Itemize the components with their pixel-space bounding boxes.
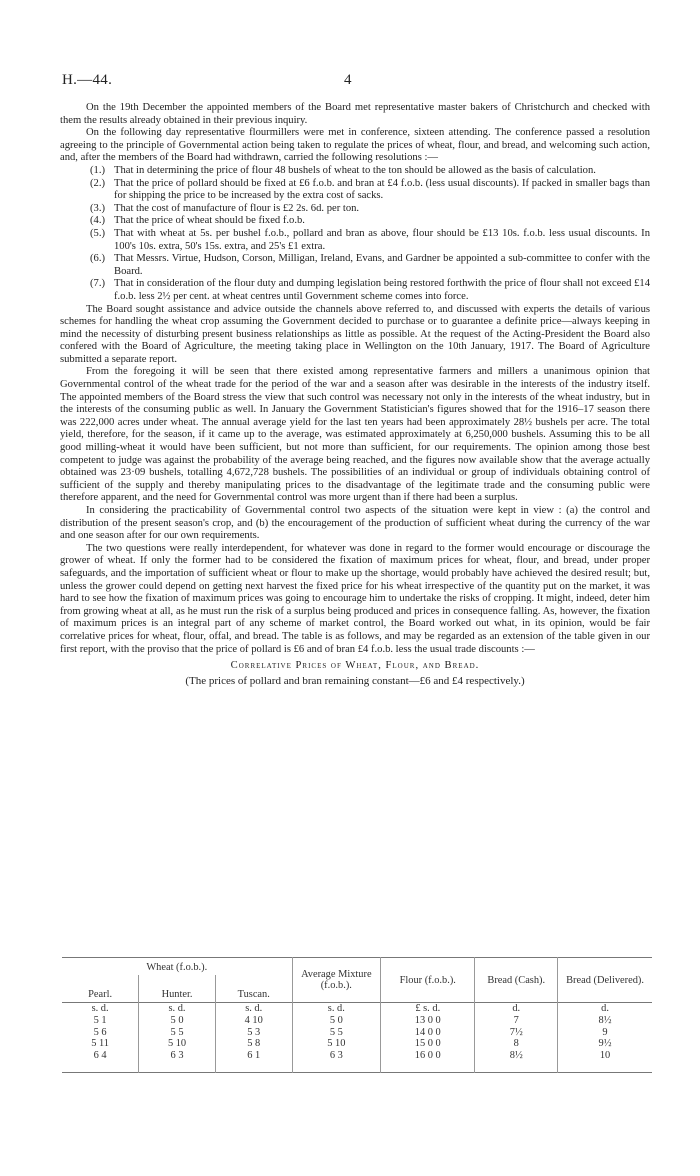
- resolution-number: (5.): [90, 227, 106, 239]
- resolution-number: (1.): [90, 164, 106, 176]
- paragraph: The two questions were really interdependent, for whatever was done in regard to the former would encourage or discourage the grower of wheat. If only the former had to be considered the fixation of maximum prices for wheat, flour, and bread, under proper safeguards, and the importation of sufficient wheat or flour to make up the shortage, would probably have achieved the desired result; but, unless the grower could depend on getting next harvest the fixed price for his wheat irrespective of the quantity put on the market, it was hard to see how the fixation of maximum prices was going to encourage him to undertake the risks of cropping. It might, indeed, deter him from growing wheat at all, as he must run the risk of a surplus being produced and prices in consequence falling. As, however, the fixation of maximum prices is an integral part of any scheme of market control, the Board worked out what, in its opinion, would be fair correlative prices for wheat, flour, offal, and bread. The table is as follows, and may be regarded as an extension of the table given in our first report, with the proviso that the price of pollard is £6 and of bran £4 f.o.b. less the usual trade discounts :—: [60, 542, 650, 655]
- pearl-cell: 5 6: [62, 1027, 139, 1039]
- resolution-text: That the cost of manufacture of flour is £2 2s. 6d. per ton.: [114, 202, 360, 214]
- flour-cell: 13 0 0: [381, 1015, 475, 1027]
- unit-cell: d.: [601, 1003, 609, 1014]
- tuscan-header: Tuscan.: [215, 975, 292, 1003]
- flour-cell: 14 0 0: [381, 1027, 475, 1039]
- resolution-item: [60, 253, 650, 278]
- table-title: Correlative Prices of Wheat, Flour, and Bread.: [230, 660, 480, 672]
- paragraph: On the following day representative flourmillers were met in conference, sixteen attending. The conference passed a resolution agreeing to the principle of Governmental action being taken to regulate the prices of wheat, flour, and bread, and welcoming such action, and, after the members of the Board had withdrawn, carried the following resolutions :—: [60, 127, 650, 164]
- unit-cell: £ s. d.: [381, 1003, 475, 1015]
- table-subtitle: (The prices of pollard and bran remaining constant—£6 and £4 respectively.): [185, 674, 525, 687]
- page-number: 4: [344, 72, 352, 88]
- unit-cell: d.: [475, 1003, 558, 1015]
- resolution-item: [60, 215, 650, 228]
- bread-delivered-cell: 9: [602, 1026, 608, 1038]
- table-row: [62, 1027, 652, 1039]
- resolutions-list: [60, 165, 650, 304]
- hunter-cell: 5 0: [139, 1015, 216, 1027]
- flour-cell: 16 0 0: [381, 1050, 475, 1072]
- average-cell: 6 3: [292, 1050, 381, 1072]
- hunter-cell: 5 10: [139, 1038, 216, 1050]
- resolution-text: That the price of wheat should be fixed f.o.b.: [114, 215, 305, 227]
- tuscan-cell: 5 3: [215, 1027, 292, 1039]
- price-table: [62, 957, 652, 1073]
- report-reference: H.—44.: [62, 72, 113, 88]
- bread-cash-cell: 7: [475, 1015, 558, 1027]
- unit-cell: s. d.: [139, 1003, 216, 1015]
- paragraph: From the foregoing it will be seen that there existed among representative farmers and millers a unanimous opinion that Governmental control of the wheat trade for the period of the war and a season after was desirable in the interests of the industry itself. The appointed members of the Board stress the view that such control was necessary not only in the interests of the wheat industry, but in the interests of the consuming public as well. In January the Government Statistician's figures showed that for the 1916–17 season there was 222,000 acres under wheat. The annual average yield for the last ten years had been approximately 28½ bushels per acre. The total yield, therefore, for the season, if it came up to the average, was estimated approximately at 6,250,000 bushels. Assuming this to be all good milling-wheat it would have been sufficient, but not more than sufficient, for our requirements. The opinion among those best competent to judge was against the probability of the average being reached, and the figures now available show that the average actually obtained was 23·09 bushels, totalling 4,672,728 bushels. The possibilities of an individual or group of individuals obtaining control of sufficient of the supply and thereby manipulating prices to the disadvantage of the legitimate trade and the consuming public were therefore apparent, and the need for Governmental control was more urgent than if there had been a surplus.: [60, 366, 650, 504]
- paragraph: In considering the practicability of Governmental control two aspects of the situation were kept in view : (a) the control and distribution of the present season's crop, and (b) the encouragement of the production of sufficient wheat during the currency of the war and one season after for our own requirements.: [60, 505, 650, 542]
- document-body: [60, 102, 650, 687]
- bread-delivered-header: Bread (Delivered).: [566, 974, 644, 986]
- pearl-cell: 5 1: [62, 1015, 139, 1027]
- resolution-item: [60, 228, 650, 253]
- resolution-number: (3.): [90, 202, 106, 214]
- hunter-cell: 5 5: [139, 1027, 216, 1039]
- hunter-header: Hunter.: [139, 975, 216, 1003]
- resolution-text: That with wheat at 5s. per bushel f.o.b., pollard and bran as above, flour should be £13 10s. f.o.b. less usual discounts. In 100's 10s. extra, 50's 15s. extra, and 25's £1 extra.: [114, 227, 650, 252]
- bread-delivered-cell: 8½: [598, 1014, 612, 1026]
- average-mixture-header: Average Mixture (f.o.b.).: [292, 958, 381, 1003]
- bread-cash-cell: 7½: [475, 1027, 558, 1039]
- units-row: [62, 1003, 652, 1015]
- bread-cash-header: Bread (Cash).: [475, 958, 558, 1003]
- tuscan-cell: 5 8: [215, 1038, 292, 1050]
- pearl-header: Pearl.: [62, 975, 139, 1003]
- pearl-cell: 6 4: [62, 1050, 139, 1072]
- resolution-number: (6.): [90, 253, 106, 265]
- bread-delivered-cell: 9½: [598, 1038, 612, 1050]
- tuscan-cell: 4 10: [215, 1015, 292, 1027]
- resolution-text: That in determining the price of flour 48 bushels of wheat to the ton should be allowed as the basis of calculation.: [114, 164, 596, 176]
- unit-cell: s. d.: [215, 1003, 292, 1015]
- resolution-item: [60, 203, 650, 216]
- unit-cell: s. d.: [62, 1003, 139, 1015]
- paragraph: The Board sought assistance and advice outside the channels above referred to, and discussed with experts the details of various schemes for handling the wheat crop assuming the Government decided to purchase or to guarantee a definite price—always keeping in mind the necessity of disturbing present business relationships as little as possible. At the request of the Acting-President the Board also confered with the Board of Agriculture, the meeting taking place in Wellington on the 10th January, 1917. The Board of Agriculture submitted a separate report.: [60, 303, 650, 365]
- wheat-group-header: Wheat (f.o.b.).: [62, 958, 292, 976]
- resolution-number: (2.): [90, 177, 106, 189]
- resolution-item: [60, 178, 650, 203]
- unit-cell: s. d.: [292, 1003, 381, 1015]
- resolution-text: That the price of pollard should be fixed at £6 f.o.b. and bran at £4 f.o.b. (less usual discounts). If packed in smaller bags than for shipping the price to be increased by the extra cost of sacks.: [114, 177, 650, 202]
- bread-delivered-cell: 10: [599, 1050, 611, 1062]
- flour-cell: 15 0 0: [381, 1038, 475, 1050]
- bread-cash-cell: 8: [475, 1038, 558, 1050]
- resolution-item: [60, 165, 650, 178]
- hunter-cell: 6 3: [139, 1050, 216, 1072]
- resolution-number: (4.): [90, 215, 106, 227]
- resolution-number: (7.): [90, 278, 106, 290]
- paragraph: On the 19th December the appointed members of the Board met representative master bakers of Christchurch and checked with them the results already obtained in their previous inquiry.: [60, 102, 650, 126]
- table-row: [62, 1015, 652, 1027]
- average-cell: 5 5: [292, 1027, 381, 1039]
- table-row: [62, 1038, 652, 1050]
- resolution-item: [60, 278, 650, 303]
- table-row: [62, 1050, 652, 1072]
- tuscan-cell: 6 1: [215, 1050, 292, 1072]
- resolution-text: That in consideration of the flour duty and dumping legislation being restored forthwith the price of flour shall not exceed £14 f.o.b. less 2½ per cent. at wheat centres until Government scheme comes into force.: [114, 278, 650, 302]
- bread-cash-cell: 8½: [475, 1050, 558, 1072]
- flour-header: Flour (f.o.b.).: [381, 958, 475, 1003]
- pearl-cell: 5 11: [62, 1038, 139, 1050]
- average-cell: 5 0: [292, 1015, 381, 1027]
- resolution-text: That Messrs. Virtue, Hudson, Corson, Milligan, Ireland, Evans, and Gardner be appointed a sub-committee to confer with the Board.: [114, 253, 650, 277]
- average-cell: 5 10: [292, 1038, 381, 1050]
